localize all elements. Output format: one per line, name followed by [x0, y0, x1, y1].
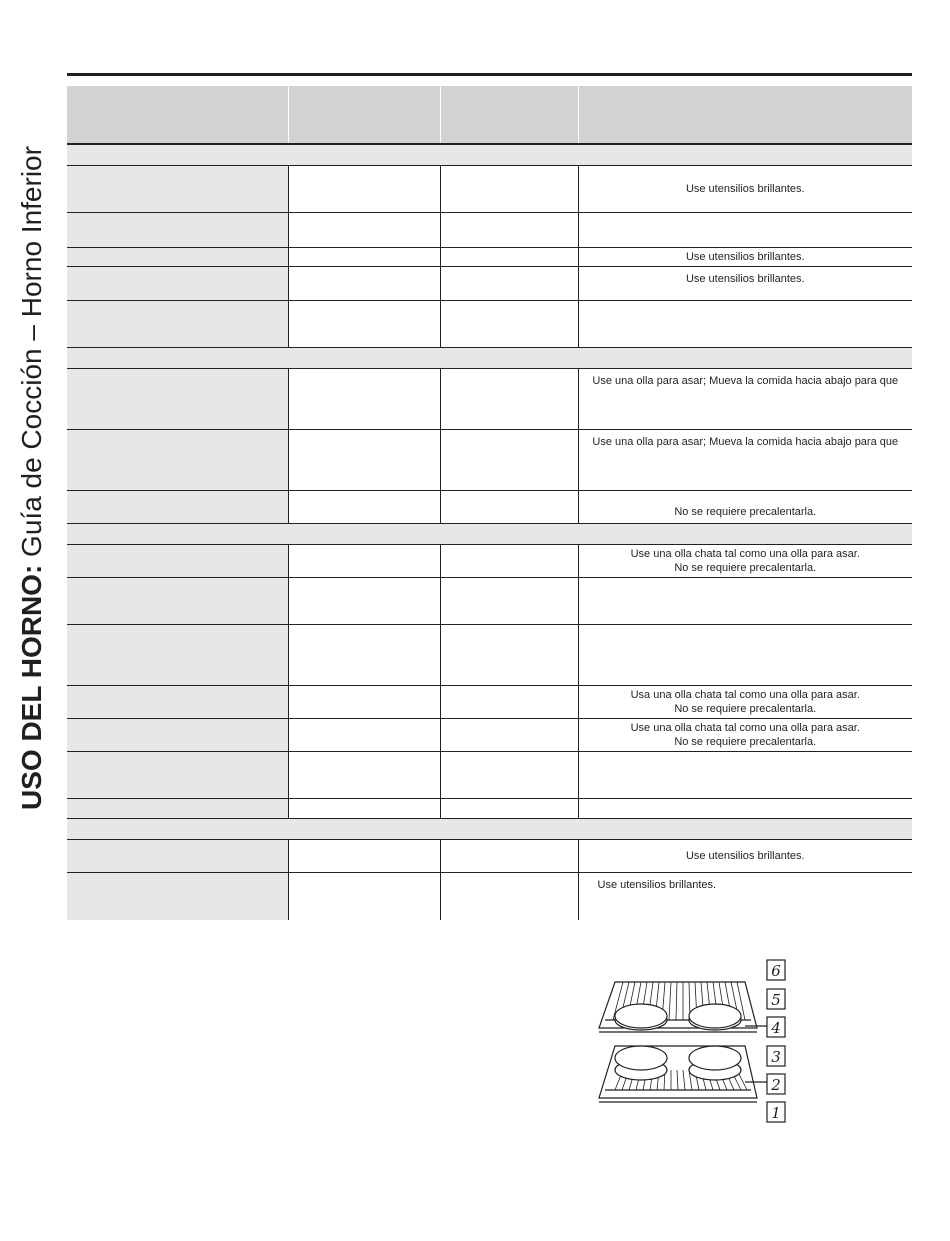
- rack-label-5: 5: [771, 991, 781, 1009]
- table-row: [67, 719, 912, 752]
- notes-cell: [578, 578, 912, 625]
- section-row: [67, 348, 912, 369]
- header-cell-notes: [578, 86, 912, 144]
- notes-cell: Use utensilios brillantes.: [578, 873, 912, 920]
- rack-label-1: 1: [771, 1104, 781, 1122]
- notes-cell: Use utensilios brillantes.: [578, 840, 912, 873]
- table-row: [67, 491, 912, 524]
- table-row: [67, 578, 912, 625]
- side-title-bold: USO DEL HORNO:: [16, 564, 47, 810]
- header-cell-food: [67, 86, 288, 144]
- table-row: [67, 686, 912, 719]
- notes-cell: Use utensilios brillantes.: [578, 267, 912, 301]
- notes-cell: Use una olla chata tal como una olla para asar. No se requiere precalentarla.: [578, 545, 912, 578]
- notes-cell: Use una olla para asar; Mueva la comida hacia abajo para que: [578, 430, 912, 491]
- table-header-row: [67, 86, 912, 144]
- table-row: [67, 430, 912, 491]
- top-rule: [67, 73, 912, 76]
- rack-label-2: 2: [771, 1076, 781, 1094]
- cooking-guide-table: [67, 86, 912, 920]
- side-title: [12, 30, 52, 810]
- notes-cell: Use utensilios brillantes.: [578, 166, 912, 213]
- notes-cell: Use una olla para asar; Mueva la comida hacia abajo para que: [578, 369, 912, 430]
- table-row: [67, 369, 912, 430]
- notes-cell: [578, 752, 912, 799]
- table-row: [67, 752, 912, 799]
- side-title-normal: Guía de Cocción – Horno Inferior: [16, 146, 47, 565]
- table-row: [67, 625, 912, 686]
- table-row: [67, 799, 912, 819]
- table-row: [67, 267, 912, 301]
- table-row: [67, 301, 912, 348]
- notes-cell: [578, 799, 912, 819]
- table-row: [67, 545, 912, 578]
- oven-rack-diagram: [595, 958, 790, 1126]
- rack-label-6: 6: [771, 962, 781, 980]
- rack-label-4: 4: [771, 1019, 781, 1037]
- section-row: [67, 144, 912, 166]
- notes-cell: Use una olla chata tal como una olla para asar. No se requiere precalentarla.: [578, 719, 912, 752]
- notes-cell: [578, 213, 912, 248]
- table-row: [67, 873, 912, 920]
- table-row: [67, 213, 912, 248]
- rack-label-3: 3: [771, 1048, 781, 1066]
- notes-cell: [578, 625, 912, 686]
- section-row: [67, 819, 912, 840]
- notes-cell: [578, 301, 912, 348]
- section-row: [67, 524, 912, 545]
- notes-cell: No se requiere precalentarla.: [578, 491, 912, 524]
- header-cell-rack: [288, 86, 440, 144]
- notes-cell: Use utensilios brillantes.: [578, 248, 912, 267]
- notes-cell: Usa una olla chata tal como una olla para asar. No se requiere precalentarla.: [578, 686, 912, 719]
- header-cell-time: [440, 86, 578, 144]
- table-row: [67, 248, 912, 267]
- table-row: [67, 166, 912, 213]
- table-row: [67, 840, 912, 873]
